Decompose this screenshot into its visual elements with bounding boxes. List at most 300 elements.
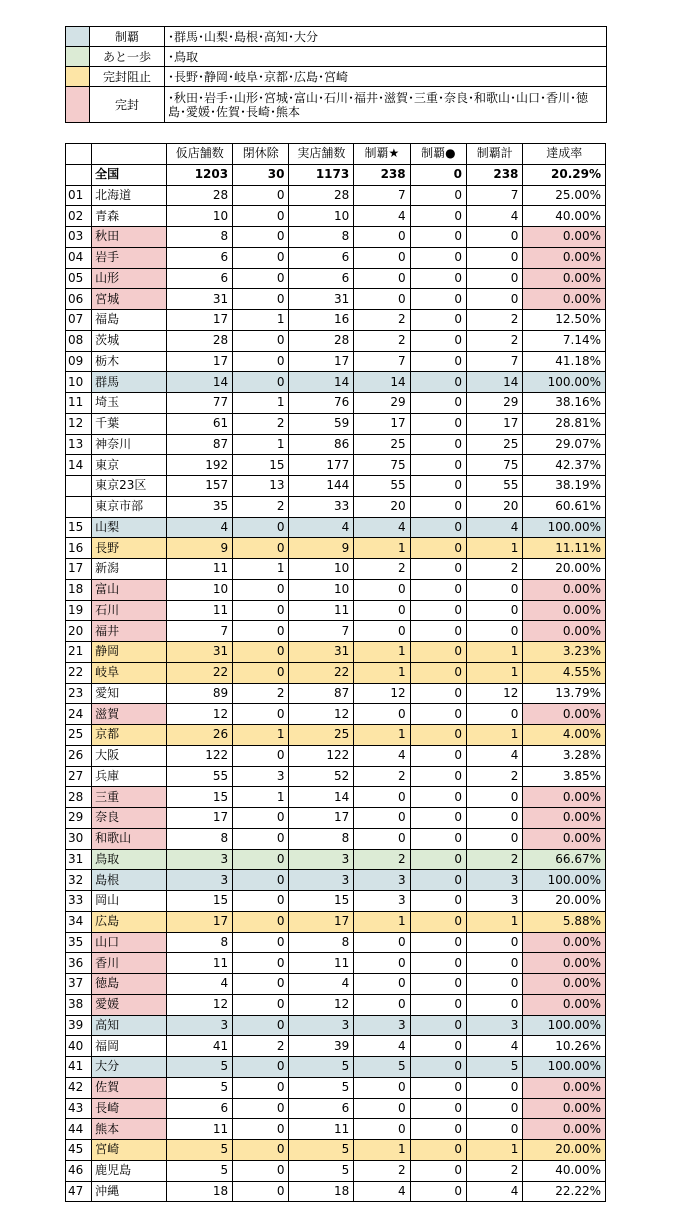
row-value: 4 xyxy=(467,1036,523,1057)
row-code: 42 xyxy=(66,1077,92,1098)
row-code: 10 xyxy=(66,372,92,393)
row-value: 55 xyxy=(167,766,233,787)
row-value: 0 xyxy=(233,662,289,683)
table-row xyxy=(66,247,606,268)
row-value: 238 xyxy=(354,164,410,185)
row-value: 5 xyxy=(167,1057,233,1078)
row-value: 0 xyxy=(410,662,466,683)
row-value: 35 xyxy=(167,496,233,517)
row-value: 0 xyxy=(467,787,523,808)
row-code: 38 xyxy=(66,994,92,1015)
row-value: 8 xyxy=(167,932,233,953)
row-value: 66.67% xyxy=(523,849,606,870)
table-row xyxy=(66,808,606,829)
row-value: 2 xyxy=(233,496,289,517)
row-value: 31 xyxy=(167,289,233,310)
row-value: 38.19% xyxy=(523,476,606,497)
row-value: 22 xyxy=(167,662,233,683)
row-value: 0 xyxy=(410,787,466,808)
row-value: 2 xyxy=(354,849,410,870)
row-code: 24 xyxy=(66,704,92,725)
row-value: 41 xyxy=(167,1036,233,1057)
row-value: 29 xyxy=(467,393,523,414)
row-value: 3 xyxy=(354,1015,410,1036)
row-value: 0 xyxy=(233,1140,289,1161)
row-value: 0 xyxy=(354,828,410,849)
row-value: 1 xyxy=(467,911,523,932)
row-value: 3 xyxy=(467,870,523,891)
row-value: 8 xyxy=(289,227,354,248)
legend-swatch xyxy=(66,47,90,67)
row-value: 0.00% xyxy=(523,600,606,621)
row-value: 0 xyxy=(233,600,289,621)
row-value: 42.37% xyxy=(523,455,606,476)
row-code: 03 xyxy=(66,227,92,248)
row-prefecture: 福島 xyxy=(92,310,167,331)
row-value: 0 xyxy=(354,1098,410,1119)
table-row xyxy=(66,870,606,891)
row-prefecture: 岐阜 xyxy=(92,662,167,683)
row-value: 0 xyxy=(467,621,523,642)
row-prefecture: 香川 xyxy=(92,953,167,974)
row-value: 100.00% xyxy=(523,517,606,538)
row-prefecture: 秋田 xyxy=(92,227,167,248)
row-value: 0 xyxy=(233,1119,289,1140)
row-value: 3 xyxy=(289,1015,354,1036)
row-value: 0 xyxy=(233,1057,289,1078)
row-value: 5 xyxy=(289,1057,354,1078)
row-value: 0.00% xyxy=(523,227,606,248)
row-value: 0 xyxy=(354,974,410,995)
table-row xyxy=(66,932,606,953)
row-prefecture: 北海道 xyxy=(92,185,167,206)
table-row xyxy=(66,1119,606,1140)
row-value: 0 xyxy=(410,351,466,372)
column-header: 制覇★ xyxy=(354,144,410,165)
row-value: 41.18% xyxy=(523,351,606,372)
row-code: 25 xyxy=(66,725,92,746)
row-code: 12 xyxy=(66,413,92,434)
row-value: 8 xyxy=(167,828,233,849)
row-value: 7 xyxy=(354,185,410,206)
row-value: 15 xyxy=(167,891,233,912)
row-value: 4 xyxy=(167,974,233,995)
row-value: 4 xyxy=(167,517,233,538)
row-value: 0 xyxy=(467,247,523,268)
row-value: 11 xyxy=(167,953,233,974)
row-prefecture: 和歌山 xyxy=(92,828,167,849)
row-value: 15 xyxy=(289,891,354,912)
row-value: 0 xyxy=(410,559,466,580)
table-row xyxy=(66,1015,606,1036)
row-value: 20.00% xyxy=(523,559,606,580)
row-code: 05 xyxy=(66,268,92,289)
row-value: 0.00% xyxy=(523,974,606,995)
row-code: 04 xyxy=(66,247,92,268)
table-row xyxy=(66,268,606,289)
row-value: 0 xyxy=(410,1036,466,1057)
row-value: 0.00% xyxy=(523,1119,606,1140)
row-value: 0 xyxy=(233,891,289,912)
row-prefecture: 群馬 xyxy=(92,372,167,393)
row-value: 22.22% xyxy=(523,1181,606,1202)
table-row xyxy=(66,1140,606,1161)
row-code: 33 xyxy=(66,891,92,912)
row-value: 7 xyxy=(354,351,410,372)
row-prefecture: 山口 xyxy=(92,932,167,953)
row-value: 0 xyxy=(467,704,523,725)
row-value: 0.00% xyxy=(523,268,606,289)
row-value: 20.00% xyxy=(523,891,606,912)
row-value: 0 xyxy=(410,1057,466,1078)
row-value: 0 xyxy=(354,1119,410,1140)
row-value: 0 xyxy=(233,351,289,372)
row-value: 5 xyxy=(289,1140,354,1161)
row-code: 39 xyxy=(66,1015,92,1036)
row-value: 3.23% xyxy=(523,642,606,663)
legend-prefecture-list: ･鳥取 xyxy=(165,47,607,67)
row-value: 3 xyxy=(167,1015,233,1036)
row-value: 8 xyxy=(289,932,354,953)
row-value: 3 xyxy=(167,849,233,870)
row-value: 0 xyxy=(354,268,410,289)
row-value: 3 xyxy=(467,1015,523,1036)
row-value: 1 xyxy=(233,559,289,580)
row-value: 26 xyxy=(167,725,233,746)
row-value: 5 xyxy=(467,1057,523,1078)
row-value: 14 xyxy=(289,372,354,393)
row-value: 0 xyxy=(233,911,289,932)
row-value: 12 xyxy=(289,994,354,1015)
row-value: 5 xyxy=(354,1057,410,1078)
row-prefecture: 京都 xyxy=(92,725,167,746)
row-value: 0 xyxy=(467,828,523,849)
row-prefecture: 岩手 xyxy=(92,247,167,268)
row-value: 12 xyxy=(167,704,233,725)
table-row xyxy=(66,310,606,331)
row-value: 0 xyxy=(410,289,466,310)
row-value: 3 xyxy=(467,891,523,912)
row-value: 86 xyxy=(289,434,354,455)
row-code: 29 xyxy=(66,808,92,829)
row-prefecture: 全国 xyxy=(92,164,167,185)
table-row xyxy=(66,891,606,912)
row-value: 7 xyxy=(467,351,523,372)
row-value: 1 xyxy=(233,725,289,746)
row-value: 11 xyxy=(167,600,233,621)
row-value: 0 xyxy=(354,247,410,268)
row-prefecture: 徳島 xyxy=(92,974,167,995)
row-value: 0 xyxy=(354,600,410,621)
row-code: 40 xyxy=(66,1036,92,1057)
table-row xyxy=(66,393,606,414)
row-value: 157 xyxy=(167,476,233,497)
table-row xyxy=(66,496,606,517)
row-value: 25.00% xyxy=(523,185,606,206)
row-prefecture: 愛知 xyxy=(92,683,167,704)
row-value: 0 xyxy=(233,808,289,829)
row-value: 17 xyxy=(167,808,233,829)
row-value: 20.00% xyxy=(523,1140,606,1161)
row-value: 1203 xyxy=(167,164,233,185)
row-value: 7 xyxy=(167,621,233,642)
row-code: 08 xyxy=(66,330,92,351)
row-value: 0.00% xyxy=(523,247,606,268)
row-prefecture: 宮城 xyxy=(92,289,167,310)
table-row xyxy=(66,953,606,974)
row-value: 0 xyxy=(467,974,523,995)
column-header: 仮店舗数 xyxy=(167,144,233,165)
row-prefecture: 熊本 xyxy=(92,1119,167,1140)
row-value: 6 xyxy=(289,247,354,268)
row-value: 6 xyxy=(167,1098,233,1119)
row-value: 28 xyxy=(167,330,233,351)
table-row xyxy=(66,600,606,621)
row-value: 2 xyxy=(467,1160,523,1181)
row-code: 21 xyxy=(66,642,92,663)
table-row xyxy=(66,787,606,808)
row-value: 0 xyxy=(410,310,466,331)
row-value: 6 xyxy=(289,268,354,289)
row-value: 0 xyxy=(354,227,410,248)
row-value: 29.07% xyxy=(523,434,606,455)
row-value: 4 xyxy=(467,206,523,227)
table-row xyxy=(66,185,606,206)
row-prefecture: 鹿児島 xyxy=(92,1160,167,1181)
row-code: 02 xyxy=(66,206,92,227)
row-value: 2 xyxy=(354,1160,410,1181)
row-value: 0 xyxy=(233,517,289,538)
row-value: 10 xyxy=(167,579,233,600)
table-row xyxy=(66,849,606,870)
row-value: 1 xyxy=(354,538,410,559)
row-prefecture: 静岡 xyxy=(92,642,167,663)
row-value: 40.00% xyxy=(523,206,606,227)
row-value: 0 xyxy=(233,1160,289,1181)
row-value: 15 xyxy=(167,787,233,808)
row-value: 0 xyxy=(410,455,466,476)
legend-table xyxy=(65,26,607,123)
row-code: 37 xyxy=(66,974,92,995)
row-value: 0 xyxy=(410,164,466,185)
row-value: 100.00% xyxy=(523,1057,606,1078)
row-prefecture: 島根 xyxy=(92,870,167,891)
row-value: 77 xyxy=(167,393,233,414)
row-value: 75 xyxy=(354,455,410,476)
row-value: 0 xyxy=(233,330,289,351)
row-prefecture: 兵庫 xyxy=(92,766,167,787)
row-value: 0 xyxy=(410,268,466,289)
row-prefecture: 高知 xyxy=(92,1015,167,1036)
legend-label: 完封阻止 xyxy=(90,67,165,87)
row-code: 09 xyxy=(66,351,92,372)
row-value: 3 xyxy=(289,849,354,870)
row-code: 14 xyxy=(66,455,92,476)
row-code: 06 xyxy=(66,289,92,310)
row-value: 4.55% xyxy=(523,662,606,683)
row-value: 0 xyxy=(410,683,466,704)
row-value: 0 xyxy=(233,247,289,268)
row-value: 0 xyxy=(233,828,289,849)
row-value: 0 xyxy=(233,538,289,559)
row-value: 0 xyxy=(410,206,466,227)
row-value: 0 xyxy=(410,393,466,414)
row-value: 0 xyxy=(410,870,466,891)
table-row xyxy=(66,974,606,995)
row-value: 0 xyxy=(233,745,289,766)
row-prefecture: 滋賀 xyxy=(92,704,167,725)
row-value: 0 xyxy=(410,745,466,766)
row-prefecture: 千葉 xyxy=(92,413,167,434)
row-value: 0 xyxy=(233,1098,289,1119)
row-value: 0 xyxy=(410,911,466,932)
row-value: 5 xyxy=(289,1077,354,1098)
row-value: 12.50% xyxy=(523,310,606,331)
row-value: 0.00% xyxy=(523,289,606,310)
row-value: 100.00% xyxy=(523,870,606,891)
row-prefecture: 大阪 xyxy=(92,745,167,766)
row-value: 12 xyxy=(354,683,410,704)
row-value: 0 xyxy=(467,1098,523,1119)
row-value: 59 xyxy=(289,413,354,434)
row-value: 177 xyxy=(289,455,354,476)
row-value: 3 xyxy=(354,870,410,891)
row-value: 0 xyxy=(410,517,466,538)
row-value: 87 xyxy=(167,434,233,455)
total-row xyxy=(66,164,606,185)
row-value: 31 xyxy=(289,289,354,310)
row-value: 0 xyxy=(410,1181,466,1202)
row-value: 9 xyxy=(289,538,354,559)
table-row xyxy=(66,372,606,393)
table-row xyxy=(66,538,606,559)
row-value: 2 xyxy=(354,766,410,787)
row-code: 32 xyxy=(66,870,92,891)
legend-swatch xyxy=(66,67,90,87)
row-value: 0 xyxy=(467,1077,523,1098)
row-value: 17 xyxy=(167,310,233,331)
row-value: 0 xyxy=(233,1015,289,1036)
table-row xyxy=(66,1181,606,1202)
row-value: 0 xyxy=(233,621,289,642)
row-code: 15 xyxy=(66,517,92,538)
column-header: 制覇● xyxy=(410,144,466,165)
table-row xyxy=(66,1160,606,1181)
row-value: 0 xyxy=(233,372,289,393)
row-prefecture: 東京市部 xyxy=(92,496,167,517)
row-value: 0 xyxy=(467,808,523,829)
row-value: 6 xyxy=(167,247,233,268)
row-code: 26 xyxy=(66,745,92,766)
row-code: 28 xyxy=(66,787,92,808)
row-value: 0 xyxy=(467,289,523,310)
row-value: 11 xyxy=(167,1119,233,1140)
row-value: 14 xyxy=(167,372,233,393)
row-value: 17 xyxy=(289,351,354,372)
row-value: 14 xyxy=(289,787,354,808)
row-value: 0 xyxy=(410,704,466,725)
table-row xyxy=(66,206,606,227)
row-value: 0 xyxy=(410,1098,466,1119)
legend-prefecture-list: ･秋田･岩手･山形･宮城･富山･石川･福井･滋賀･三重･奈良･和歌山･山口･香川･徳島･愛媛･佐賀･長崎･熊本 xyxy=(165,87,607,123)
row-value: 0 xyxy=(410,953,466,974)
row-value: 144 xyxy=(289,476,354,497)
row-value: 0 xyxy=(354,289,410,310)
row-value: 0 xyxy=(410,1077,466,1098)
row-value: 5.88% xyxy=(523,911,606,932)
row-value: 8 xyxy=(167,227,233,248)
row-prefecture: 東京 xyxy=(92,455,167,476)
row-code: 19 xyxy=(66,600,92,621)
row-value: 0 xyxy=(354,932,410,953)
row-value: 0 xyxy=(233,870,289,891)
row-value: 14 xyxy=(354,372,410,393)
table-row xyxy=(66,413,606,434)
row-value: 0 xyxy=(467,600,523,621)
row-value: 0.00% xyxy=(523,704,606,725)
row-value: 25 xyxy=(467,434,523,455)
row-prefecture: 福岡 xyxy=(92,1036,167,1057)
row-value: 2 xyxy=(233,683,289,704)
row-value: 18 xyxy=(289,1181,354,1202)
row-prefecture: 東京23区 xyxy=(92,476,167,497)
row-prefecture: 青森 xyxy=(92,206,167,227)
table-row xyxy=(66,517,606,538)
row-value: 10 xyxy=(289,559,354,580)
row-value: 122 xyxy=(167,745,233,766)
row-value: 2 xyxy=(467,310,523,331)
table-row xyxy=(66,476,606,497)
store-table xyxy=(65,143,606,1202)
row-value: 4 xyxy=(354,1181,410,1202)
row-code: 18 xyxy=(66,579,92,600)
row-code: 16 xyxy=(66,538,92,559)
row-value: 31 xyxy=(167,642,233,663)
row-value: 10 xyxy=(167,206,233,227)
row-value: 13.79% xyxy=(523,683,606,704)
row-value: 7 xyxy=(467,185,523,206)
row-value: 15 xyxy=(233,455,289,476)
row-value: 0 xyxy=(233,642,289,663)
row-value: 0 xyxy=(354,579,410,600)
row-value: 2 xyxy=(467,559,523,580)
row-value: 0 xyxy=(354,808,410,829)
row-value: 1 xyxy=(467,662,523,683)
row-value: 0 xyxy=(410,621,466,642)
row-value: 2 xyxy=(467,766,523,787)
row-value: 100.00% xyxy=(523,372,606,393)
row-value: 75 xyxy=(467,455,523,476)
legend-row-complete xyxy=(66,87,607,123)
row-value: 0 xyxy=(410,642,466,663)
row-value: 0 xyxy=(410,330,466,351)
row-value: 100.00% xyxy=(523,1015,606,1036)
row-code: 30 xyxy=(66,828,92,849)
row-value: 6 xyxy=(167,268,233,289)
row-value: 0 xyxy=(410,932,466,953)
row-value: 2 xyxy=(467,849,523,870)
row-code: 07 xyxy=(66,310,92,331)
table-header-row xyxy=(66,144,606,165)
row-value: 20 xyxy=(467,496,523,517)
row-value: 17 xyxy=(167,911,233,932)
row-value: 0 xyxy=(354,1077,410,1098)
row-value: 9 xyxy=(167,538,233,559)
row-value: 6 xyxy=(289,1098,354,1119)
table-row xyxy=(66,725,606,746)
row-value: 3 xyxy=(233,766,289,787)
row-value: 2 xyxy=(233,1036,289,1057)
